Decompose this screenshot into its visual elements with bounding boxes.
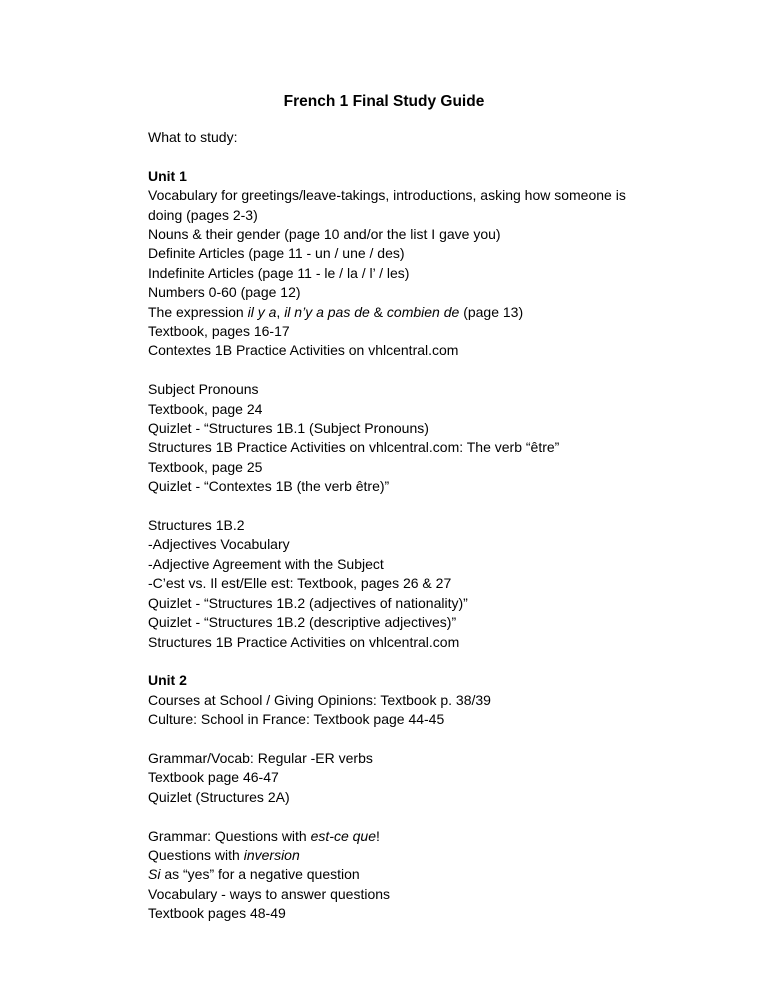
document-title: French 1 Final Study Guide <box>283 93 485 110</box>
expression-term: combien de <box>386 303 460 320</box>
questions-item: Textbook pages 48-49 <box>148 905 286 922</box>
spacer <box>148 497 628 516</box>
subject-pronouns-item: Textbook, page 24 <box>148 400 263 417</box>
unit2-heading: Unit 2 <box>148 672 187 689</box>
questions-suffix: ! <box>375 827 380 844</box>
questions-line <box>148 865 628 884</box>
spacer <box>148 730 628 749</box>
subject-pronouns-item: Subject Pronouns <box>148 381 259 398</box>
structures-1b2-item: Quizlet - “Structures 1B.2 (descriptive adjectives)” <box>148 614 457 631</box>
expression-separator: & <box>369 303 387 320</box>
unit1-item: Indefinite Articles (page 11 - le / la / l’ / les) <box>148 264 410 281</box>
unit1-item: Vocabulary for greetings/leave-takings, introductions, asking how someone is doing (pages 2-3) <box>148 187 626 223</box>
expression-separator: , <box>276 303 285 320</box>
unit1-item: Textbook, pages 16-17 <box>148 323 290 340</box>
structures-1b2-item: Structures 1B.2 <box>148 517 245 534</box>
er-verbs-item: Quizlet (Structures 2A) <box>148 788 290 805</box>
unit1-item: Numbers 0-60 (page 12) <box>148 284 301 301</box>
questions-prefix: Grammar: Questions with <box>148 827 311 844</box>
spacer <box>148 652 628 671</box>
subject-pronouns-item: Quizlet - “Structures 1B.1 (Subject Pronouns) <box>148 420 429 437</box>
questions-line <box>148 846 628 865</box>
er-verbs-item: Textbook page 46-47 <box>148 769 279 786</box>
questions-term: Si <box>148 866 161 883</box>
unit1-item: Contextes 1B Practice Activities on vhlcentral.com <box>148 342 459 359</box>
questions-prefix: Questions with <box>148 846 244 863</box>
intro-text: What to study: <box>148 129 238 145</box>
study-guide-body <box>148 128 628 924</box>
unit2-item: Courses at School / Giving Opinions: Textbook p. 38/39 <box>148 691 491 708</box>
subject-pronouns-item: Quizlet - “Contextes 1B (the verb être)” <box>148 478 390 495</box>
unit2-item: Culture: School in France: Textbook page 44-45 <box>148 711 445 728</box>
spacer <box>148 361 628 380</box>
unit1-heading: Unit 1 <box>148 167 187 184</box>
expression-suffix: (page 13) <box>459 303 524 320</box>
structures-1b2-item: Quizlet - “Structures 1B.2 (adjectives of nationality)” <box>148 594 468 611</box>
questions-item: Vocabulary - ways to answer questions <box>148 885 391 902</box>
unit1-item: Nouns & their gender (page 10 and/or the list I gave you) <box>148 226 501 243</box>
questions-suffix: as “yes” for a negative question <box>160 866 360 883</box>
questions-term: est-ce que <box>310 827 376 844</box>
unit1-expression-line <box>148 303 628 322</box>
unit1-item: Definite Articles (page 11 - un / une / des) <box>148 245 405 262</box>
questions-line <box>148 827 628 846</box>
spacer <box>148 807 628 826</box>
structures-1b2-item: -Adjective Agreement with the Subject <box>148 555 384 572</box>
er-verbs-item: Grammar/Vocab: Regular -ER verbs <box>148 749 373 766</box>
structures-1b2-item: Structures 1B Practice Activities on vhlcentral.com <box>148 633 460 650</box>
subject-pronouns-item: Textbook, page 25 <box>148 458 263 475</box>
structures-1b2-item: -Adjectives Vocabulary <box>148 536 290 553</box>
expression-term: il y a <box>247 303 277 320</box>
subject-pronouns-item: Structures 1B Practice Activities on vhlcentral.com: The verb “être” <box>148 439 560 456</box>
spacer <box>148 147 628 166</box>
structures-1b2-item: -C’est vs. Il est/Elle est: Textbook, pages 26 & 27 <box>148 575 452 592</box>
expression-term: il n’y a pas de <box>284 303 370 320</box>
questions-term: inversion <box>243 846 300 863</box>
expression-prefix: The expression <box>148 303 248 320</box>
